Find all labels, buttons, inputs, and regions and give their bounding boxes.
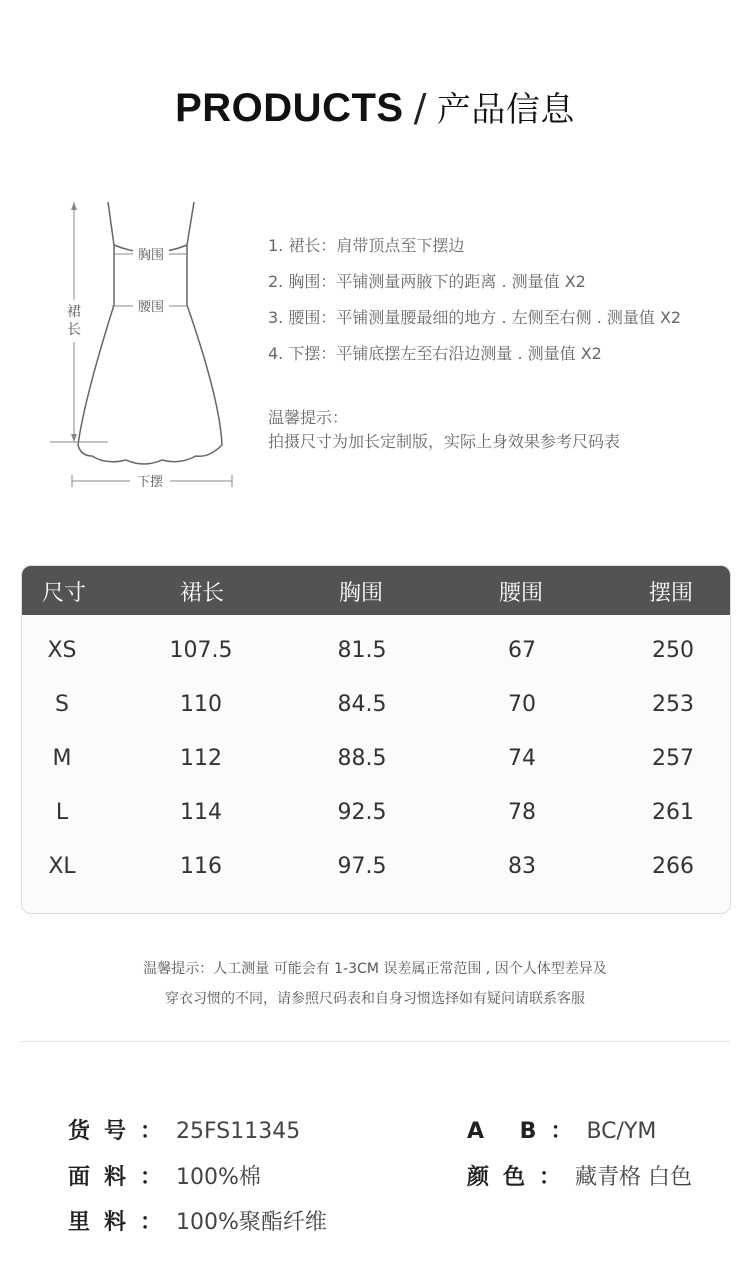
cell-chest: 84.5 (337, 692, 387, 717)
color-label: 颜色： (467, 1165, 576, 1190)
label-length-2: 长 (67, 322, 81, 338)
color-value: 藏青格 白色 (575, 1165, 693, 1190)
cell-length: 116 (180, 854, 222, 879)
tip-title: 温馨提示： (268, 408, 349, 427)
cell-size: M (52, 746, 72, 771)
note-item: 3. 腰围：平铺测量腰最细的地方 . 左侧至右侧 . 测量值 X2 (268, 308, 682, 327)
disclaimer-line: 温馨提示：人工测量 可能会有 1-3CM 误差属正常范围 , 因个人体型差异及 (143, 961, 607, 977)
left-strap (108, 202, 114, 245)
title-cn: 产品信息 (436, 90, 575, 130)
cell-size: L (55, 800, 69, 825)
fabric (68, 1160, 261, 1191)
dress-outline-icon (78, 245, 222, 464)
item-number-label: 货号： (68, 1119, 177, 1144)
dress-measurement-diagram (44, 190, 244, 495)
cell-waist: 70 (508, 692, 536, 717)
length-arrow-top-icon (71, 202, 77, 210)
cell-waist: 74 (508, 746, 536, 771)
label-waist: 腰围 (137, 300, 165, 315)
cell-chest: 81.5 (337, 638, 387, 663)
cell-length: 110 (180, 692, 222, 717)
cell-waist: 67 (508, 638, 536, 663)
table-row (22, 854, 730, 908)
ab-value: BC/YM (586, 1119, 657, 1144)
disclaimer-line: 穿衣习惯的不同，请参照尺码表和自身习惯选择如有疑问请联系客服 (165, 991, 585, 1007)
title-en: PRODUCTS (175, 86, 404, 130)
item-number-value: 25FS11345 (176, 1119, 301, 1144)
table-row (22, 800, 730, 854)
header-chest: 胸围 (338, 581, 383, 606)
page-title (0, 82, 750, 131)
right-strap (187, 202, 194, 245)
cell-chest: 88.5 (337, 746, 387, 771)
photo-tip (268, 406, 620, 454)
cell-size: S (55, 692, 69, 717)
cell-length: 112 (180, 746, 222, 771)
header-hem: 摆围 (648, 581, 693, 606)
length-arrow-bottom-icon (71, 434, 77, 442)
measurement-disclaimer (0, 954, 750, 1014)
note-item: 2. 胸围：平铺测量两腋下的距离 . 测量值 X2 (268, 272, 586, 291)
measurement-notes (268, 232, 738, 376)
cell-hem: 257 (652, 746, 694, 771)
lining (68, 1205, 327, 1236)
header-waist: 腰围 (498, 581, 543, 606)
cell-hem: 261 (652, 800, 694, 825)
cell-hem: 266 (652, 854, 694, 879)
table-row (22, 692, 730, 746)
header-size: 尺寸 (41, 581, 86, 606)
title-separator: / (413, 86, 427, 130)
cell-hem: 253 (652, 692, 694, 717)
ab-code (467, 1114, 656, 1145)
cell-chest: 97.5 (337, 854, 387, 879)
cell-size: XS (47, 638, 77, 663)
label-length-1: 裙 (67, 304, 81, 320)
label-chest: 胸围 (137, 248, 165, 263)
tip-text: 拍摄尺寸为加长定制版，实际上身效果参考尺码表 (268, 432, 621, 451)
cell-length: 107.5 (169, 638, 233, 663)
section-divider (20, 1041, 730, 1042)
cell-length: 114 (180, 800, 222, 825)
lining-label: 里料： (68, 1210, 177, 1235)
table-row (22, 638, 730, 692)
size-table-header (22, 566, 730, 615)
ab-label: A B： (467, 1119, 587, 1144)
cell-chest: 92.5 (337, 800, 387, 825)
header-length: 裙长 (179, 581, 224, 606)
table-row (22, 746, 730, 800)
cell-size: XL (48, 854, 76, 879)
note-item: 1. 裙长：肩带顶点至下摆边 (268, 236, 465, 255)
cell-hem: 250 (652, 638, 694, 663)
note-item: 4. 下摆：平铺底摆左至右沿边测量 . 测量值 X2 (268, 344, 602, 363)
cell-waist: 78 (508, 800, 536, 825)
fabric-value: 100%棉 (176, 1165, 261, 1190)
label-hem: 下摆 (136, 475, 164, 490)
item-number (68, 1114, 300, 1145)
color (467, 1160, 692, 1191)
cell-waist: 83 (508, 854, 536, 879)
lining-value: 100%聚酯纤维 (176, 1210, 327, 1235)
fabric-label: 面料： (68, 1165, 177, 1190)
size-table (21, 565, 731, 914)
